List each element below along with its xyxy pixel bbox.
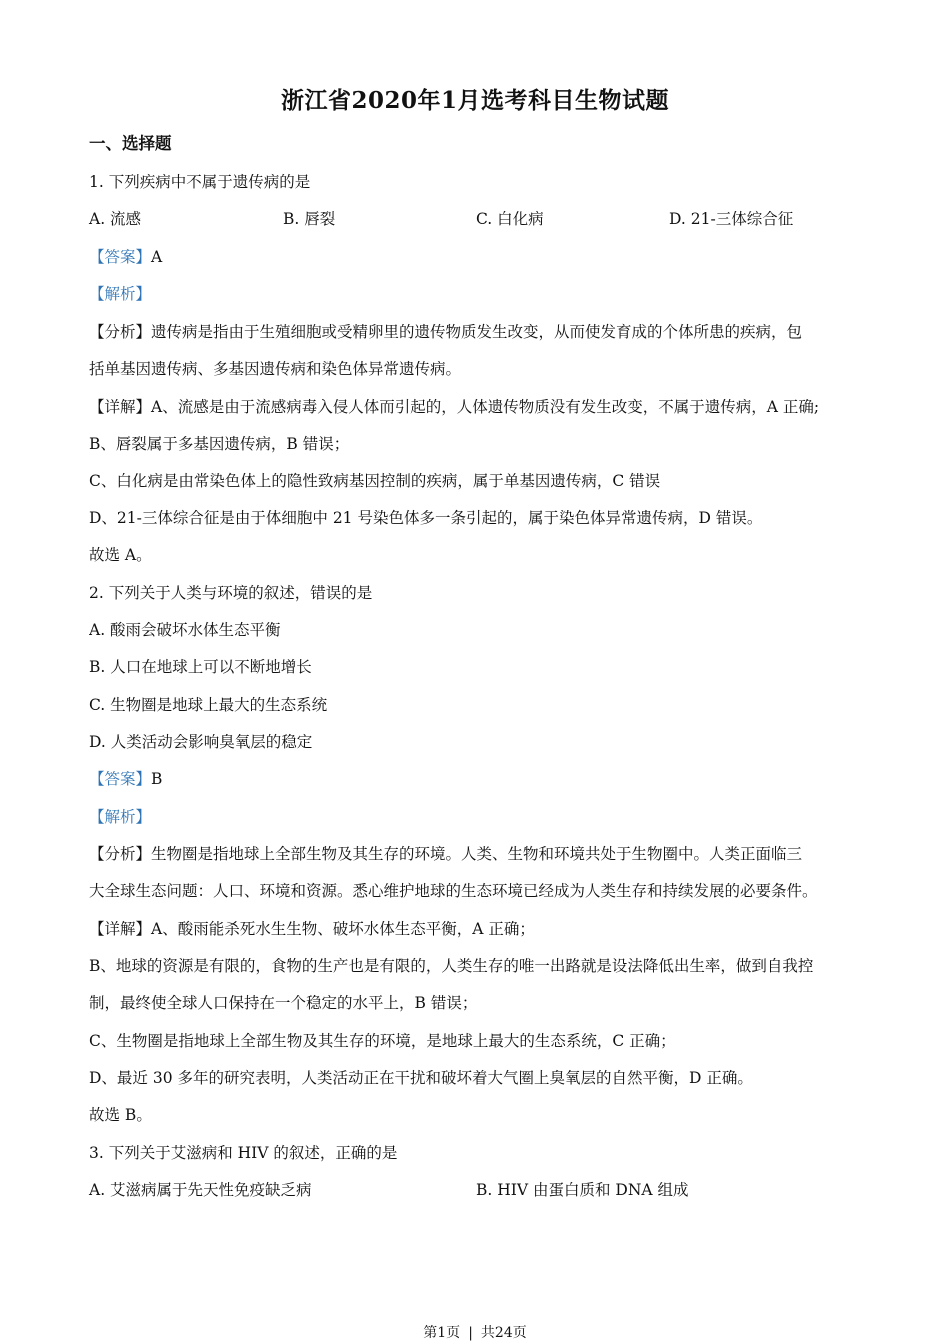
question-1-conclusion: 故选 A。: [89, 546, 152, 564]
section-heading: 一、选择题: [89, 134, 172, 153]
question-3-stem: 3. 下列关于艾滋病和 HIV 的叙述，正确的是: [89, 1144, 398, 1162]
question-2-conclusion: 故选 B。: [89, 1106, 152, 1124]
question-2-detail-line-5: D、最近 30 多年的研究表明，人类活动正在干扰和破坏着大气圈上臭氧层的自然平衡，D 正确。: [89, 1069, 753, 1087]
question-1-analysis-tag: 【解析】: [89, 285, 152, 303]
question-2-option-a: A. 酸雨会破坏水体生态平衡: [89, 621, 281, 639]
question-2-analysis-line-2: 大全球生态问题：人口、环境和资源。悉心维护地球的生态环境已经成为人类生存和持续发展的必要条件。: [89, 882, 818, 900]
answer-value: B: [151, 770, 163, 788]
question-2-option-b: B. 人口在地球上可以不断地增长: [89, 658, 312, 676]
question-2-detail-line-4: C、生物圈是指地球上全部生物及其生存的环境，是地球上最大的生态系统，C 正确；: [89, 1032, 676, 1050]
question-2-detail-line-2: B、地球的资源是有限的，食物的生产也是有限的，人类生存的唯一出路就是设法降低出生率，做到自我控: [89, 957, 814, 975]
question-3-option-b: B. HIV 由蛋白质和 DNA 组成: [476, 1181, 689, 1199]
question-1-option-a: A. 流感: [89, 210, 142, 228]
question-1-analysis-line-2: 括单基因遗传病、多基因遗传病和染色体异常遗传病。: [89, 360, 462, 378]
page-number: 第1页: [423, 1325, 461, 1341]
question-1-options: [89, 207, 867, 229]
answer-tag: 【答案】: [89, 770, 152, 788]
page-footer: [0, 1322, 950, 1342]
question-1-option-c: C. 白化病: [476, 210, 544, 228]
question-2-detail-line-1: 【详解】A、酸雨能杀死水生生物、破坏水体生态平衡，A 正确；: [89, 920, 535, 938]
question-1-detail-line-2: B、唇裂属于多基因遗传病，B 错误；: [89, 435, 350, 453]
footer-separator: |: [468, 1325, 473, 1341]
question-1-detail-line-1: 【详解】A、流感是由于流感病毒入侵人体而引起的，人体遗传物质没有发生改变，不属于遗传病，A 正确;: [89, 398, 820, 416]
question-2-option-d: D. 人类活动会影响臭氧层的稳定: [89, 733, 313, 751]
question-2-answer: [89, 767, 867, 789]
question-2-analysis-line-1: 【分析】生物圈是指地球上全部生物及其生存的环境。人类、生物和环境共处于生物圈中。人类正面临三: [89, 845, 803, 863]
question-1-detail-line-4: D、21-三体综合征是由于体细胞中 21 号染色体多一条引起的，属于染色体异常遗传病，D 错误。: [89, 509, 763, 527]
question-1-stem: 1. 下列疾病中不属于遗传病的是: [89, 173, 311, 191]
answer-value: A: [151, 248, 163, 266]
question-3-option-a: A. 艾滋病属于先天性免疫缺乏病: [89, 1181, 312, 1199]
question-3-options: [89, 1178, 867, 1200]
question-2-option-c: C. 生物圈是地球上最大的生态系统: [89, 696, 328, 714]
question-1-analysis-line-1: 【分析】遗传病是指由于生殖细胞或受精卵里的遗传物质发生改变，从而使发育成的个体所患的疾病，包: [89, 323, 803, 341]
page-total: 共24页: [480, 1325, 527, 1341]
question-1-option-b: B. 唇裂: [283, 210, 336, 228]
question-2-stem: 2. 下列关于人类与环境的叙述，错误的是: [89, 584, 373, 602]
question-2-analysis-tag: 【解析】: [89, 808, 152, 826]
question-1-answer: [89, 245, 867, 267]
page-title: 浙江省2020年1月选考科目生物试题: [280, 87, 670, 114]
question-1-detail-line-3: C、白化病是由常染色体上的隐性致病基因控制的疾病，属于单基因遗传病，C 错误: [89, 472, 661, 490]
question-1-option-d: D. 21-三体综合征: [669, 210, 794, 228]
answer-tag: 【答案】: [89, 248, 152, 266]
question-2-detail-line-3: 制，最终使全球人口保持在一个稳定的水平上，B 错误；: [89, 994, 478, 1012]
